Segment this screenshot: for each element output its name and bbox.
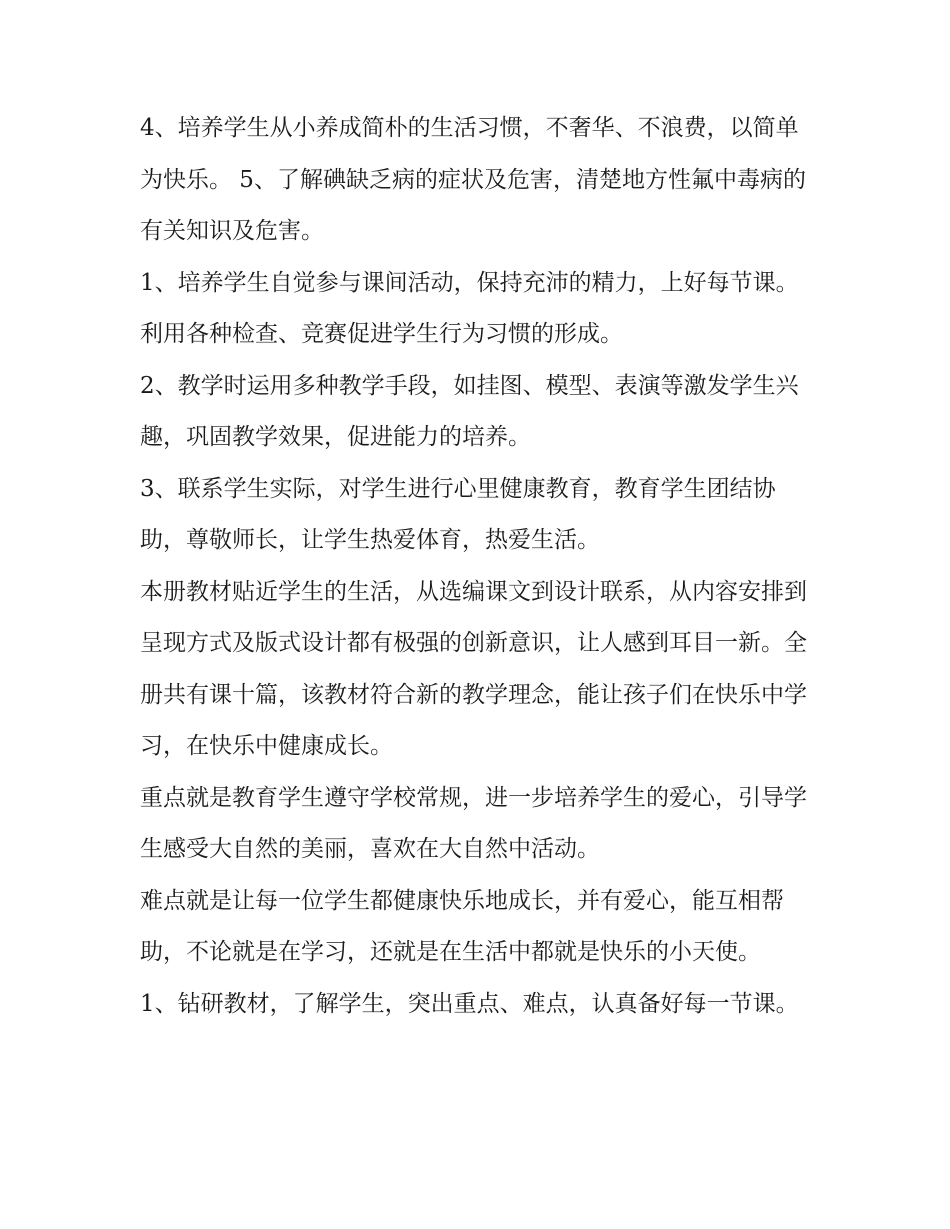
paragraph-recess-activities: 1、培养学生自觉参与课间活动，保持充沛的精力，上好每节课。利用各种检查、竞赛促进学生行为习惯的形成。 — [140, 269, 799, 347]
paragraph-mental-health: 3、联系学生实际，对学生进行心里健康教育，教育学生团结协助，尊敬师长，让学生热爱体育，热爱生活。 — [140, 475, 776, 553]
paragraph-habits-iodine: 4、培养学生从小养成简朴的生活习惯，不奢华、不浪费，以简单为快乐。 5、了解碘缺乏病的症状及危害，清楚地方性氟中毒病的有关知识及危害。 — [140, 115, 806, 244]
paragraph-lesson-prep: 1、钻研教材，了解学生，突出重点、难点，认真备好每一节课。 — [140, 990, 799, 1017]
paragraph-textbook-overview: 本册教材贴近学生的生活，从选编课文到设计联系，从内容安排到呈现方式及版式设计都有极强的创新意识，让人感到耳目一新。全册共有课十篇，该教材符合新的教学理念，能让孩子们在快乐中学习，在快乐中健康成长。 — [140, 578, 807, 759]
paragraph-difficulties: 难点就是让每一位学生都健康快乐地成长，并有爱心，能互相帮助，不论就是在学习，还就是在生活中都就是快乐的小天使。 — [140, 887, 784, 965]
paragraph-teaching-methods: 2、教学时运用多种教学手段，如挂图、模型、表演等激发学生兴趣，巩固教学效果，促进能力的培养。 — [140, 372, 799, 450]
paragraph-key-points: 重点就是教育学生遵守学校常规，进一步培养学生的爱心，引导学生感受大自然的美丽，喜欢在大自然中活动。 — [140, 784, 807, 862]
document-body — [140, 103, 820, 1030]
